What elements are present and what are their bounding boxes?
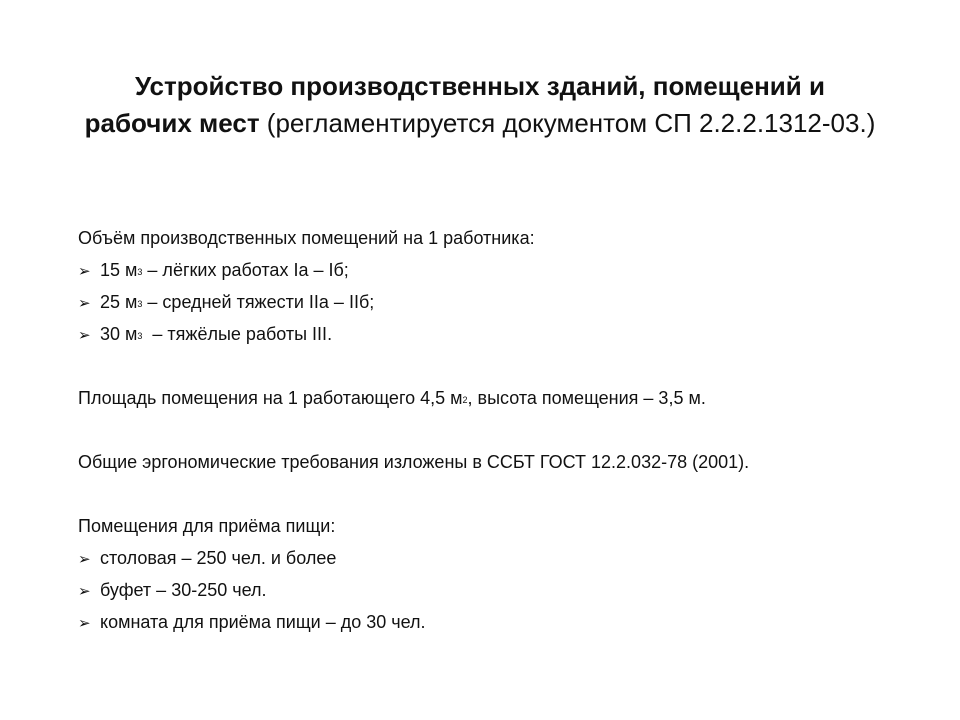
dining-item-text: столовая – 250 чел. и более [100, 548, 337, 568]
volume-heading: Объём производственных помещений на 1 работника: [78, 228, 535, 248]
dining-heading: Помещения для приёма пищи: [78, 516, 336, 536]
volume-item [78, 318, 918, 350]
title-bold-part: Устройство производственных зданий, помещений и рабочих мест [84, 71, 825, 138]
dining-item [78, 542, 918, 574]
arrowhead-bullet-icon: ➢ [78, 614, 91, 632]
area-line [78, 382, 918, 414]
slide-title [80, 68, 880, 142]
volume-item [78, 254, 918, 286]
area-suffix: , высота помещения – 3,5 м. [467, 388, 706, 408]
area-prefix: Площадь помещения на 1 работающего 4,5 м [78, 388, 463, 408]
volume-item-suffix: – тяжёлые работы III. [142, 324, 333, 344]
arrowhead-bullet-icon: ➢ [78, 550, 91, 568]
arrowhead-bullet-icon: ➢ [78, 582, 91, 600]
volume-item-suffix: – средней тяжести IIа – IIб; [142, 292, 375, 312]
volume-item-sup: 3 [137, 331, 143, 341]
volume-item-prefix: 15 м [100, 260, 138, 280]
dining-item-text: буфет – 30-250 чел. [100, 580, 267, 600]
area-sup: 2 [462, 395, 468, 405]
ergonomics-line: Общие эргономические требования изложены в ССБТ ГОСТ 12.2.032-78 (2001). [78, 452, 750, 472]
arrowhead-bullet-icon: ➢ [78, 294, 91, 312]
volume-item-sup: 3 [137, 267, 143, 277]
volume-item-prefix: 30 м [100, 324, 138, 344]
volume-item-sup: 3 [137, 299, 143, 309]
volume-item [78, 286, 918, 318]
slide-content [78, 222, 918, 638]
spacer [78, 414, 918, 446]
spacer [78, 350, 918, 382]
dining-item [78, 606, 918, 638]
arrowhead-bullet-icon: ➢ [78, 326, 91, 344]
spacer [78, 478, 918, 510]
volume-item-suffix: – лёгких работах Iа – Iб; [142, 260, 349, 280]
arrowhead-bullet-icon: ➢ [78, 262, 91, 280]
title-normal-part: (регламентируется документом СП 2.2.2.1312-03.) [259, 108, 876, 138]
volume-item-prefix: 25 м [100, 292, 138, 312]
dining-item [78, 574, 918, 606]
dining-item-text: комната для приёма пищи – до 30 чел. [100, 612, 426, 632]
